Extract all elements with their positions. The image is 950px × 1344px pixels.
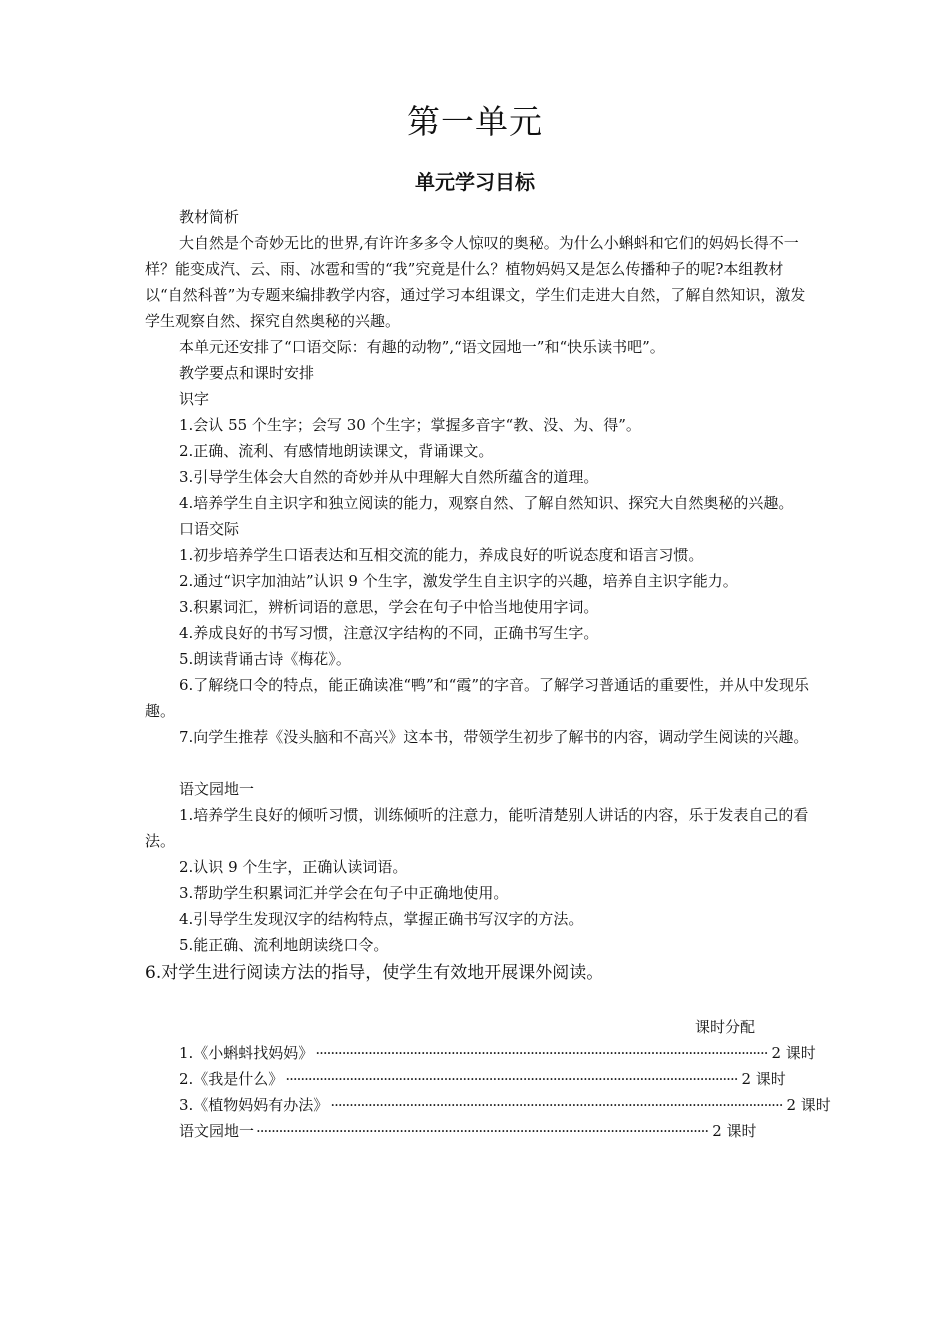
page-title: 第一单元: [407, 102, 543, 141]
literacy-item: 2.正确、流利、有感情地朗读课文，背诵课文。: [179, 442, 494, 460]
leader-dots: ························································································································: [285, 1070, 738, 1088]
schedule-row: [179, 1066, 786, 1092]
schedule-lesson: 语文园地一: [179, 1122, 255, 1140]
leader-dots: ························································································································: [330, 1096, 783, 1114]
garden-item: 2.认识 9 个生字，正确认读词语。: [179, 858, 408, 876]
arrangement-paragraph: 本单元还安排了“口语交际：有趣的动物”,“语文园地一”和“快乐读书吧”。: [179, 338, 665, 356]
oral-item: 3.积累词汇，辨析词语的意思，学会在句子中恰当地使用字词。: [179, 598, 599, 616]
literacy-item: 1.会认 55 个生字；会写 30 个生字；掌握多音字“教、没、为、得”。: [179, 416, 641, 434]
garden-heading: 语文园地一: [179, 780, 255, 798]
leader-dots: ························································································································: [256, 1122, 709, 1140]
schedule-hours: 2 课时: [741, 1070, 786, 1088]
document-body: [145, 204, 810, 986]
schedule-hours: 2 课时: [786, 1096, 831, 1114]
analysis-heading: 教材简析: [179, 208, 240, 226]
garden-item: 3.帮助学生积累词汇并学会在句子中正确地使用。: [179, 884, 509, 902]
literacy-item: 3.引导学生体会大自然的奇妙并从中理解大自然所蕴含的道理。: [179, 468, 599, 486]
oral-item: 4.养成良好的书写习惯，注意汉字结构的不同，正确书写生字。: [179, 624, 599, 642]
section-title: 单元学习目标: [415, 170, 535, 194]
leader-dots: ························································································································: [315, 1044, 768, 1062]
schedule-heading: 课时分配: [695, 1018, 756, 1036]
literacy-heading: 识字: [179, 390, 210, 408]
oral-item: 2.通过“识字加油站”认识 9 个生字，激发学生自主识字的兴趣，培养自主识字能力。: [179, 572, 738, 590]
oral-item: 5.朗读背诵古诗《梅花》。: [179, 650, 351, 668]
garden-item: 1.培养学生良好的倾听习惯，训练倾听的注意力，能听清楚别人讲话的内容，乐于发表自己的看法。: [145, 806, 809, 850]
literacy-item: 4.培养学生自主识字和独立阅读的能力，观察自然、了解自然知识、探究大自然奥秘的兴趣。: [179, 494, 794, 512]
oral-heading: 口语交际: [179, 520, 240, 538]
schedule-row: [179, 1040, 816, 1066]
schedule-lesson: 1.《小蝌蚪找妈妈》: [179, 1044, 314, 1062]
garden-item: 4.引导学生发现汉字的结构特点，掌握正确书写汉字的方法。: [179, 910, 584, 928]
oral-item: 1.初步培养学生口语表达和互相交流的能力，养成良好的听说态度和语言习惯。: [179, 546, 704, 564]
analysis-paragraph: 大自然是个奇妙无比的世界,有许许多多令人惊叹的奥秘。为什么小蝌蚪和它们的妈妈长得不一样？能变成汽、云、雨、冰雹和雪的“我”究竟是什么？植物妈妈又是怎么传播种子的呢?本组教材以“自然科普”为专题来编排教学内容，通过学习本组课文，学生们走进大自然，了解自然知识，激发学生观察自然、探究自然奥秘的兴趣。: [145, 234, 806, 330]
oral-item: 6.了解绕口令的特点，能正确读准“鸭”和“霞”的字音。了解学习普通话的重要性，并从中发现乐趣。: [145, 676, 809, 720]
key-points-heading: 教学要点和课时安排: [179, 364, 315, 382]
schedule-row: [179, 1092, 831, 1118]
schedule-hours: 2 课时: [712, 1122, 757, 1140]
schedule-list: [179, 1040, 831, 1144]
schedule-hours: 2 课时: [771, 1044, 816, 1062]
schedule-row: [179, 1118, 757, 1144]
oral-item: 7.向学生推荐《没头脑和不高兴》这本书，带领学生初步了解书的内容，调动学生阅读的兴趣。: [179, 728, 809, 746]
garden-item-6: 6.对学生进行阅读方法的指导，使学生有效地开展课外阅读。: [145, 963, 604, 983]
schedule-lesson: 3.《植物妈妈有办法》: [179, 1096, 329, 1114]
schedule-lesson: 2.《我是什么》: [179, 1070, 284, 1088]
garden-item: 5.能正确、流利地朗读绕口令。: [179, 936, 389, 954]
